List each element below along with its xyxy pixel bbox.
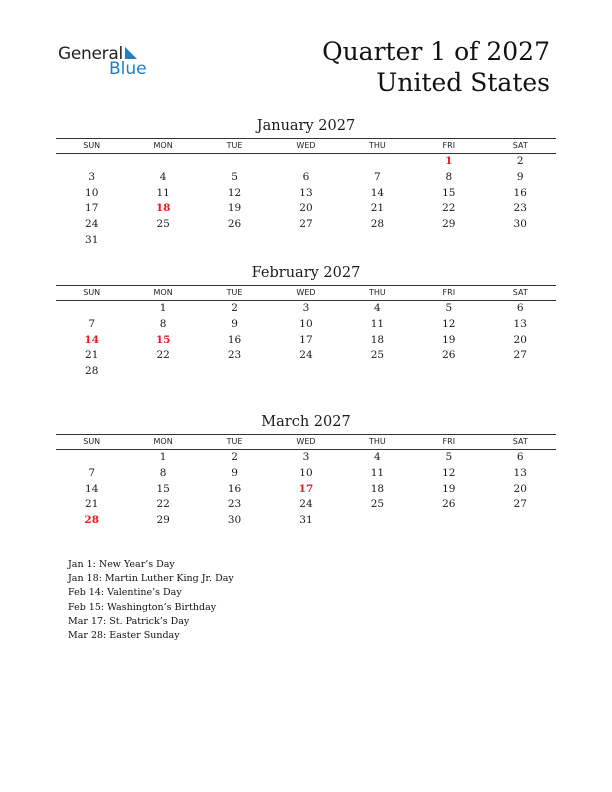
- weekday-label: WED: [296, 437, 316, 446]
- day-cell: 2: [231, 302, 238, 314]
- weekday-header-row: [56, 285, 556, 301]
- day-cell: 20: [513, 333, 527, 346]
- day-cell: 23: [227, 498, 242, 511]
- holiday-list-item: Feb 14: Valentine’s Day: [68, 587, 182, 599]
- day-cell: [485, 364, 556, 380]
- day-cell: 7: [88, 466, 96, 479]
- day-cell: 31: [299, 514, 313, 527]
- holiday-day-cell: 14: [84, 333, 100, 346]
- day-cell: 20: [513, 482, 527, 495]
- weekday-label: THU: [369, 141, 386, 150]
- weekday-label: THU: [369, 288, 386, 297]
- week-row: [56, 450, 556, 466]
- weekday-label: SAT: [512, 141, 528, 150]
- day-cell: 5: [445, 302, 453, 314]
- day-cell: [270, 233, 341, 249]
- day-cell: 22: [156, 349, 170, 362]
- day-cell: 8: [159, 317, 167, 330]
- day-cell: 16: [513, 186, 527, 199]
- day-cell: 31: [85, 233, 99, 246]
- day-cell: 25: [370, 349, 385, 362]
- day-cell: 13: [513, 466, 527, 479]
- logo-word-blue: Blue: [109, 59, 147, 79]
- week-row: [56, 466, 556, 482]
- day-cell: 11: [370, 317, 385, 330]
- logo-triangle-icon: [125, 47, 137, 59]
- day-cell: [413, 364, 484, 380]
- day-cell: 17: [85, 202, 99, 215]
- day-cell: 11: [156, 186, 170, 199]
- holiday-day-cell: 18: [155, 202, 171, 215]
- day-cell: 4: [374, 302, 381, 314]
- day-cell: 21: [85, 349, 99, 362]
- day-cell: 5: [231, 170, 238, 183]
- weekday-label: SAT: [512, 288, 528, 297]
- day-cell: 12: [442, 466, 456, 479]
- day-cell: [413, 513, 484, 529]
- day-cell: 29: [442, 218, 456, 231]
- month-title: February 2027: [251, 265, 361, 281]
- month-calendar-march: [56, 412, 556, 529]
- day-cell: 4: [374, 451, 381, 463]
- day-cell: [270, 154, 341, 170]
- weekday-label: SUN: [83, 437, 101, 446]
- week-row: [56, 186, 556, 202]
- day-cell: 25: [370, 498, 385, 511]
- day-cell: 9: [516, 170, 524, 183]
- holiday-list-item: Mar 17: St. Patrick’s Day: [68, 615, 190, 627]
- day-cell: 7: [374, 170, 381, 183]
- day-cell: [199, 233, 270, 249]
- holiday-day-cell: 15: [155, 333, 171, 346]
- day-cell: [342, 154, 413, 170]
- day-cell: 3: [88, 170, 96, 183]
- day-cell: 6: [516, 451, 524, 463]
- day-cell: 19: [442, 333, 456, 346]
- day-cell: 10: [85, 186, 99, 199]
- holiday-list-item: Jan 1: New Year’s Day: [68, 559, 175, 570]
- day-cell: 26: [227, 218, 242, 231]
- day-cell: 22: [156, 498, 170, 511]
- holiday-day-cell: 28: [84, 514, 100, 527]
- day-cell: [199, 154, 270, 170]
- week-row: [56, 482, 556, 498]
- day-cell: [199, 364, 270, 380]
- holiday-day-cell: 17: [298, 482, 314, 495]
- day-cell: 1: [159, 302, 167, 314]
- day-cell: 6: [302, 170, 310, 183]
- day-cell: 24: [85, 218, 99, 231]
- holiday-day-cell: 1: [445, 155, 453, 167]
- day-cell: [56, 450, 127, 466]
- day-cell: 18: [370, 333, 385, 346]
- day-cell: 13: [299, 186, 313, 199]
- day-cell: [342, 513, 413, 529]
- weekday-label: SUN: [83, 141, 101, 150]
- quarter-title: Quarter 1 of 2027: [322, 37, 550, 66]
- day-cell: [127, 154, 198, 170]
- day-cell: 30: [513, 218, 527, 231]
- day-cell: 11: [370, 466, 385, 479]
- day-cell: 6: [516, 302, 524, 314]
- country-title: United States: [376, 68, 550, 97]
- day-cell: 8: [159, 466, 167, 479]
- weekday-label: TUE: [226, 437, 243, 446]
- weekday-label: SUN: [83, 288, 101, 297]
- day-cell: 22: [442, 202, 456, 215]
- weekday-label: FRI: [442, 437, 456, 446]
- day-cell: 12: [442, 317, 456, 330]
- week-row: [56, 201, 556, 217]
- week-row: [56, 348, 556, 364]
- day-cell: [56, 154, 127, 170]
- weekday-label: TUE: [226, 288, 243, 297]
- day-cell: 14: [370, 186, 385, 199]
- week-row: [56, 497, 556, 513]
- week-row: [56, 170, 556, 186]
- day-cell: 19: [227, 202, 242, 215]
- weekday-label: FRI: [442, 288, 456, 297]
- day-cell: 10: [299, 466, 313, 479]
- day-cell: [342, 364, 413, 380]
- holiday-list-item: Mar 28: Easter Sunday: [68, 630, 180, 642]
- weekday-label: SAT: [512, 437, 528, 446]
- generalblue-logo: [58, 44, 158, 84]
- month-title: March 2027: [261, 414, 351, 430]
- weekday-label: MON: [153, 437, 173, 446]
- month-title: January 2027: [256, 118, 356, 134]
- month-calendar-january: [56, 116, 556, 249]
- day-cell: 12: [227, 186, 242, 199]
- holiday-list: [68, 558, 234, 643]
- day-cell: [127, 233, 198, 249]
- day-cell: 26: [442, 349, 456, 362]
- week-row: [56, 217, 556, 233]
- week-row: [56, 333, 556, 349]
- day-cell: 5: [445, 451, 453, 463]
- day-cell: [413, 233, 484, 249]
- day-cell: 23: [513, 202, 527, 215]
- day-cell: 4: [159, 170, 167, 183]
- day-cell: 27: [513, 498, 527, 511]
- weekday-label: THU: [369, 437, 386, 446]
- day-cell: 1: [159, 451, 167, 463]
- day-cell: 23: [227, 349, 242, 362]
- day-cell: 7: [88, 317, 96, 330]
- day-cell: [270, 364, 341, 380]
- day-cell: 24: [299, 498, 313, 511]
- week-row: [56, 364, 556, 380]
- day-cell: 25: [156, 218, 170, 231]
- day-cell: 9: [231, 317, 238, 330]
- logo-word-general: General: [58, 44, 123, 64]
- day-cell: 3: [302, 302, 310, 314]
- day-cell: 17: [299, 333, 313, 346]
- day-cell: 27: [513, 349, 527, 362]
- weekday-label: TUE: [226, 141, 243, 150]
- day-cell: 15: [156, 482, 170, 495]
- page-title: [322, 36, 550, 98]
- week-row: [56, 154, 556, 170]
- week-row: [56, 301, 556, 317]
- day-cell: 27: [299, 218, 313, 231]
- day-cell: 29: [156, 514, 170, 527]
- day-cell: 30: [227, 514, 242, 527]
- month-calendar-february: [56, 263, 556, 380]
- day-cell: [485, 233, 556, 249]
- day-cell: 8: [445, 170, 453, 183]
- weekday-header-row: [56, 434, 556, 450]
- day-cell: 16: [227, 333, 242, 346]
- weekday-label: MON: [153, 141, 173, 150]
- day-cell: 15: [442, 186, 456, 199]
- weekday-label: MON: [153, 288, 173, 297]
- weekday-label: WED: [296, 288, 316, 297]
- day-cell: 18: [370, 482, 385, 495]
- weekday-label: WED: [296, 141, 316, 150]
- day-cell: 24: [299, 349, 313, 362]
- week-row: [56, 317, 556, 333]
- day-cell: 26: [442, 498, 456, 511]
- day-cell: 16: [227, 482, 242, 495]
- day-cell: [127, 364, 198, 380]
- holiday-list-item: Jan 18: Martin Luther King Jr. Day: [68, 573, 234, 585]
- day-cell: 19: [442, 482, 456, 495]
- holiday-list-item: Feb 15: Washington’s Birthday: [68, 601, 217, 613]
- week-row: [56, 233, 556, 249]
- day-cell: 28: [370, 218, 385, 231]
- week-row: [56, 513, 556, 529]
- weekday-header-row: [56, 138, 556, 154]
- weekday-label: FRI: [442, 141, 456, 150]
- day-cell: 14: [85, 482, 99, 495]
- day-cell: 13: [513, 317, 527, 330]
- day-cell: 3: [302, 451, 310, 463]
- day-cell: 28: [85, 365, 99, 378]
- day-cell: [342, 233, 413, 249]
- day-cell: 21: [370, 202, 385, 215]
- day-cell: 21: [85, 498, 99, 511]
- day-cell: 2: [516, 155, 524, 167]
- day-cell: [56, 301, 127, 317]
- day-cell: 9: [231, 466, 238, 479]
- day-cell: [485, 513, 556, 529]
- day-cell: 2: [231, 451, 238, 463]
- day-cell: 20: [299, 202, 313, 215]
- day-cell: 10: [299, 317, 313, 330]
